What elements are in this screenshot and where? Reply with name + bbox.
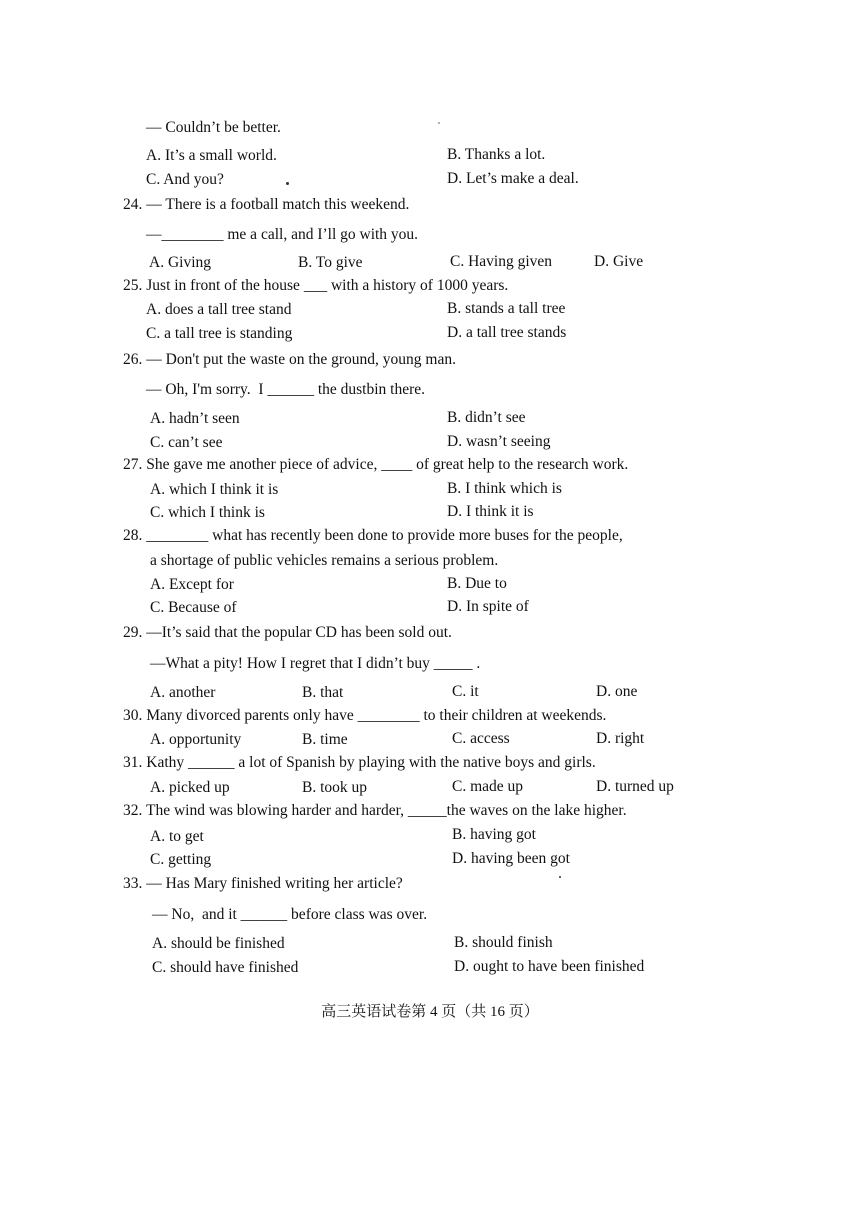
option-d: D. Let’s make a deal. [447,170,579,187]
option-b: B. stands a tall tree [447,300,566,317]
question-32: 32. The wind was blowing harder and harder, _____the waves on the lake higher. [123,802,627,819]
question-30: 30. Many divorced parents only have ________ to their children at weekends. [123,707,607,724]
option-b: B. should finish [454,934,553,951]
option-c: C. a tall tree is standing [146,325,293,342]
question-26-reply: — Oh, I'm sorry. I ______ the dustbin there. [146,381,426,398]
option-b: B. To give [298,254,363,271]
question-31: 31. Kathy ______ a lot of Spanish by playing with the native boys and girls. [123,754,596,771]
option-d: D. wasn’t seeing [447,433,551,450]
option-a: A. Except for [150,576,234,593]
question-29-reply: —What a pity! How I regret that I didn’t buy _____ . [150,655,481,672]
dialogue-reply: — Couldn’t be better. [146,119,281,136]
option-a: A. picked up [150,779,230,796]
option-c: C. it [452,683,479,700]
option-c: C. can’t see [150,434,223,451]
page-footer: 高三英语试卷第 4 页（共 16 页） [321,1004,539,1020]
option-d: D. one [596,683,638,700]
option-a: A. another [150,684,216,701]
option-b: B. I think which is [447,480,562,497]
scan-speck [286,182,289,185]
option-d: D. I think it is [447,503,534,520]
option-c: C. Having given [450,253,553,270]
question-27: 27. She gave me another piece of advice, ____ of great help to the research work. [123,456,629,473]
scan-speck [559,876,561,878]
option-c: C. And you? [146,171,224,188]
question-24-reply: —________ me a call, and I’ll go with you. [146,226,419,243]
option-a: A. which I think it is [150,481,279,498]
option-c: C. Because of [150,599,237,616]
option-c: C. made up [452,778,524,795]
option-a: A. hadn’t seen [150,410,240,427]
option-c: C. should have finished [152,959,299,976]
question-33-reply: — No, and it ______ before class was over. [152,906,428,923]
option-a: A. opportunity [150,731,242,748]
question-33: 33. — Has Mary finished writing her article? [123,875,403,892]
option-d: D. right [596,730,645,747]
option-d: D. ought to have been finished [454,958,645,975]
option-c: C. getting [150,851,212,868]
question-28: 28. ________ what has recently been done to provide more buses for the people, [123,527,623,544]
option-b: B. Thanks a lot. [447,146,546,163]
option-d: D. In spite of [447,598,529,615]
option-a: A. does a tall tree stand [146,301,292,318]
option-d: D. a tall tree stands [447,324,567,341]
option-b: B. took up [302,779,368,796]
option-a: A. It’s a small world. [146,147,277,164]
option-b: B. Due to [447,575,507,592]
option-a: A. to get [150,828,204,845]
question-26: 26. — Don't put the waste on the ground, young man. [123,351,456,368]
option-c: C. access [452,730,510,747]
option-b: B. that [302,684,344,701]
question-28-continued: a shortage of public vehicles remains a serious problem. [150,552,499,569]
question-29: 29. —It’s said that the popular CD has been sold out. [123,624,452,641]
question-25: 25. Just in front of the house ___ with a history of 1000 years. [123,277,509,294]
option-d: D. Give [594,253,644,270]
option-d: D. turned up [596,778,674,795]
option-d: D. having been got [452,850,570,867]
option-b: B. time [302,731,348,748]
option-b: B. didn’t see [447,409,526,426]
scan-speck [438,122,440,124]
option-c: C. which I think is [150,504,265,521]
option-a: A. should be finished [152,935,285,952]
option-b: B. having got [452,826,536,843]
option-a: A. Giving [149,254,211,271]
question-24: 24. — There is a football match this weekend. [123,196,410,213]
